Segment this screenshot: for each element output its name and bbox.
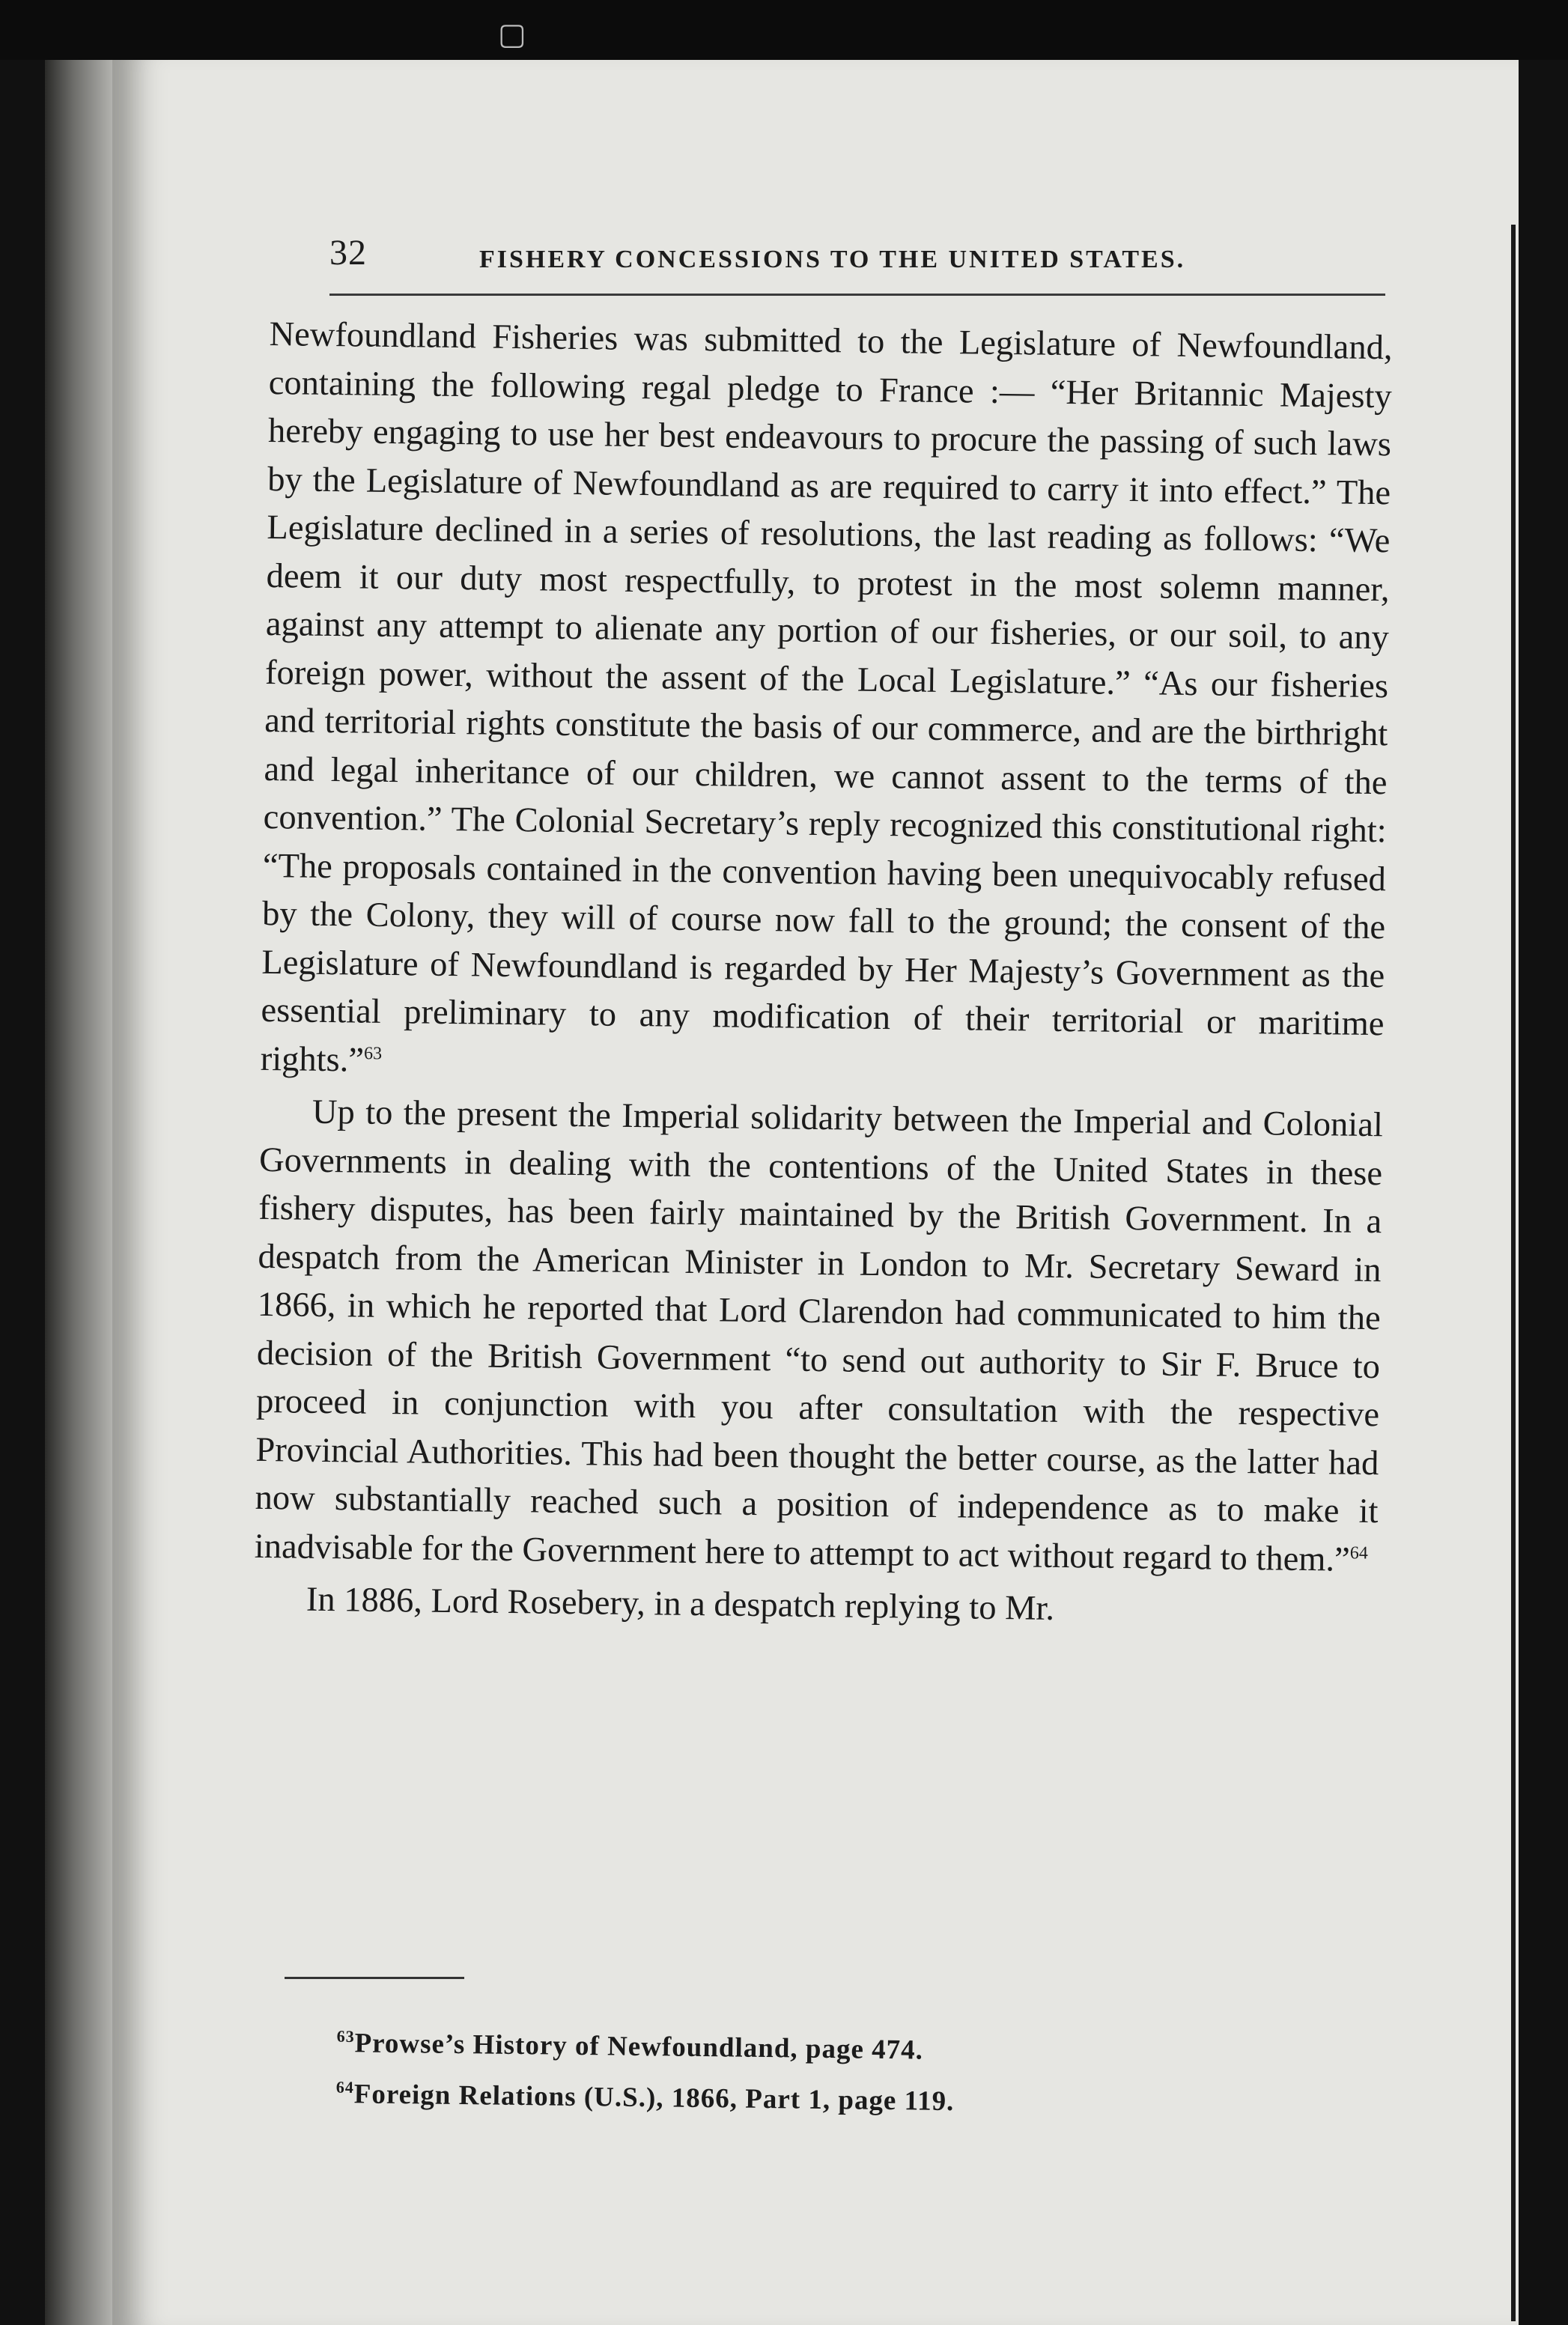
footnote-text: Prowse’s History of Newfoundland, page 474.: [354, 2028, 924, 2066]
footnote-number: 64: [335, 2077, 355, 2097]
scan-frame-top: [0, 0, 1568, 60]
paragraph-1: [260, 311, 1392, 1097]
footnote-ref-63: 63: [363, 1043, 383, 1063]
paragraph-2: [254, 1088, 1383, 1584]
paragraph-1-text: Newfoundland Fisheries was submitted to the Legislature of Newfoundland, containing the following regal pledge to France :— “Her Britannic Majesty hereby engaging to use her best endeavours to procure the passing of such laws by the Legislature of Newfoundland as are required to carry it into effect.” The Legislature declined in a series of resolutions, the last reading as follows: “We deem it our duty most respectfully, to protest in the most solemn manner, against any attempt to alienate any portion of our fisheries, or our soil, to any foreign power, without the assent of the Local Legislature.” “As our fisheries and territorial rights constitute the basis of our commerce, and are the birthright and legal inheritance of our children, we cannot assent to the terms of the convention.” The Colonial Secretary’s reply recognized this constitutional right: “The proposals contained in the convention having been unequivocably refused by the Colony, they will of course now fall to the ground; the consent of the Legislature of Newfoundland is regarded by Her Majesty’s Government as the essential preliminary to any modification of their territorial or maritime rights.”: [260, 314, 1393, 1080]
footnote-rule: [285, 1977, 464, 1979]
footnote-text: Foreign Relations (U.S.), 1866, Part 1, page 119.: [353, 2079, 955, 2118]
header-rule: [329, 294, 1385, 296]
scan-page-edge: [45, 60, 116, 2325]
footnote-number: 63: [336, 2026, 355, 2046]
scan-border-right: [1511, 225, 1516, 2321]
body-text: [254, 311, 1393, 1638]
page-number: 32: [329, 233, 367, 273]
footnote-ref-64: 64: [1349, 1543, 1368, 1563]
paragraph-2-text: Up to the present the Imperial solidarity between the Imperial and Colonial Governments in dealing with the contentions of the United States in these fishery disputes, has been fairly maintained by the British Government. In a despatch from the American Minister in London to Mr. Secretary Seward in 1866, in which he reported that Lord Clarendon had communicated to him the decision of the British Government “to send out authority to Sir F. Bruce to proceed in conjunction with you after consultation with the respective Provincial Authorities. This had been thought the better course, as the latter had now substantially reached such a position of independence as to make it inadvisable for the Government here to attempt to act without regard to them.”: [254, 1092, 1384, 1579]
scan-mark: ▢: [498, 17, 526, 51]
paragraph-3: In 1886, Lord Rosebery, in a despatch replying to Mr.: [306, 1580, 1055, 1628]
footnotes: [335, 2018, 1236, 2131]
page-header: [329, 232, 1385, 285]
running-title: FISHERY CONCESSIONS TO THE UNITED STATES.: [479, 246, 1186, 273]
